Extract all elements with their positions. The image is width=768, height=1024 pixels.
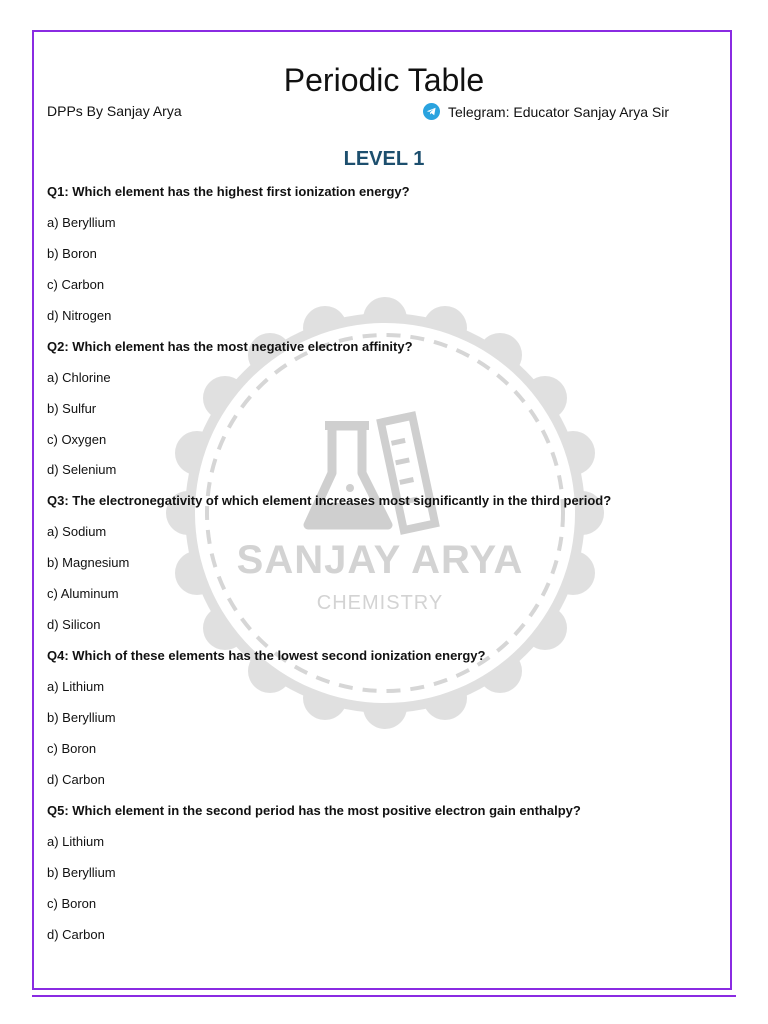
watermark-seal (160, 293, 610, 733)
telegram-link[interactable] (423, 103, 669, 120)
option-4d: d) Carbon (47, 772, 105, 787)
question-1: Q1: Which element has the highest first ionization energy? (47, 184, 410, 199)
option-1a: a) Beryllium (47, 215, 116, 230)
author-label: DPPs By Sanjay Arya (47, 103, 182, 119)
option-5d: d) Carbon (47, 927, 105, 942)
option-5b: b) Beryllium (47, 865, 116, 880)
option-4a: a) Lithium (47, 679, 105, 694)
watermark-name: SANJAY ARYA (236, 538, 524, 582)
telegram-label: Telegram: Educator Sanjay Arya Sir (448, 103, 669, 120)
option-5c: c) Boron (47, 896, 97, 911)
option-2a: a) Chlorine (47, 370, 111, 385)
option-4b: b) Beryllium (47, 710, 116, 725)
page-bottom-rule (32, 995, 736, 997)
option-4c: c) Boron (47, 741, 97, 756)
level-heading: LEVEL 1 (343, 148, 425, 170)
option-3a: a) Sodium (47, 524, 107, 539)
option-3b: b) Magnesium (47, 555, 130, 570)
option-1d: d) Nitrogen (47, 308, 112, 323)
telegram-icon (423, 103, 440, 120)
option-2c: c) Oxygen (47, 432, 107, 447)
question-3: Q3: The electronegativity of which element increases most significantly in the third period? (47, 493, 612, 508)
option-2d: d) Selenium (47, 462, 117, 477)
option-2b: b) Sulfur (47, 401, 97, 416)
option-3c: c) Aluminum (47, 586, 119, 601)
option-1c: c) Carbon (47, 277, 105, 292)
option-5a: a) Lithium (47, 834, 105, 849)
option-3d: d) Silicon (47, 617, 101, 632)
question-2: Q2: Which element has the most negative electron affinity? (47, 339, 413, 354)
option-1b: b) Boron (47, 246, 97, 261)
question-4: Q4: Which of these elements has the lowest second ionization energy? (47, 648, 486, 663)
question-5: Q5: Which element in the second period has the most positive electron gain enthalpy? (47, 803, 581, 818)
watermark-subject: CHEMISTRY (316, 592, 444, 614)
page-title: Periodic Table (283, 62, 485, 98)
